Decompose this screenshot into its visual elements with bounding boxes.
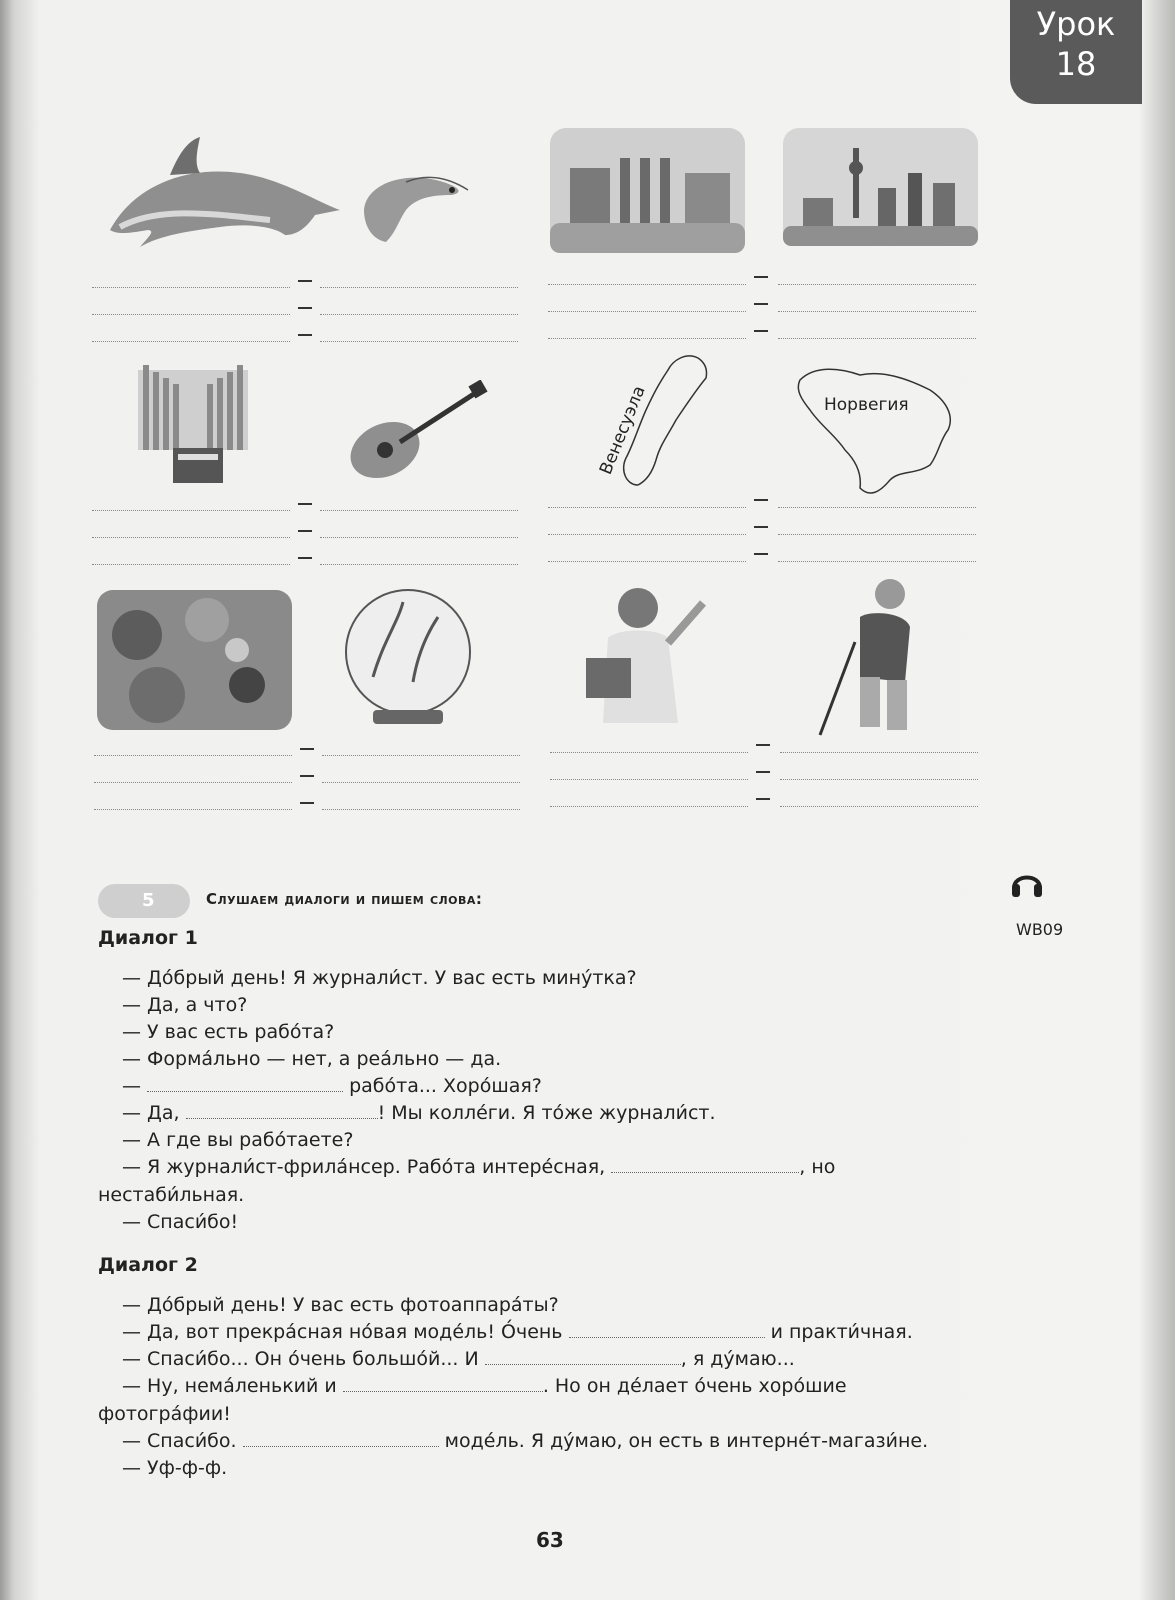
lesson-number: 18: [1055, 45, 1097, 83]
dialog2-line2-end: и практи́чная.: [770, 1321, 913, 1343]
dialog1-line6: [122, 1102, 716, 1124]
dialog2-line6-start: — Спаси́бо.: [122, 1430, 237, 1452]
dialog2-blank3[interactable]: [343, 1377, 543, 1392]
dialog2-line6: [122, 1430, 928, 1452]
shrimp-image: [356, 170, 474, 248]
teacher-woman-image: [578, 578, 713, 723]
audio-track-code: WB09: [1016, 920, 1064, 939]
elderly-man-cane-image: [815, 572, 925, 737]
aquarium-image: [343, 582, 473, 732]
headphones-icon[interactable]: [1010, 866, 1044, 898]
diver-reef-photo: [97, 590, 292, 730]
dialog1-line9: нестаби́льная.: [98, 1184, 245, 1206]
dialog1-line5-end: рабо́та... Хоро́шая?: [349, 1075, 542, 1097]
dialog1-line5-start: —: [122, 1075, 141, 1097]
ancient-ruins-photo: [550, 128, 745, 253]
map-label-norway: Норвегия: [824, 395, 909, 415]
dialog1-line2: — Да, а что?: [122, 994, 248, 1016]
dialog2-line4-start: — Ну, нема́ленький и: [122, 1375, 337, 1397]
dialog2-line1: — До́брый день! У вас есть фотоаппара́ты?: [122, 1294, 559, 1316]
dialog1-line7: — А где вы рабо́таете?: [122, 1129, 354, 1151]
dialog1-line3: — У вас есть рабо́та?: [122, 1021, 335, 1043]
dialog2-line3-end: , я ду́маю...: [680, 1348, 795, 1370]
page-edge: [1139, 0, 1175, 1600]
dialog2-line3-start: — Спаси́бо... Он о́чень большо́й... И: [122, 1348, 479, 1370]
dialog1-title: Диалог 1: [98, 927, 198, 949]
dialog2-line4: [122, 1375, 847, 1397]
dialog2-line6-end: моде́ль. Я ду́маю, он есть в интерне́т-магази́не.: [444, 1430, 929, 1452]
dialog2-blank4[interactable]: [243, 1432, 439, 1447]
dialog2-title: Диалог 2: [98, 1254, 198, 1276]
dialog1-blank1[interactable]: [147, 1077, 343, 1092]
dialog2-line2-start: — Да, вот прекра́сная но́вая моде́ль! О́чень: [122, 1321, 563, 1343]
dialog1-blank2[interactable]: [186, 1104, 378, 1119]
dialog1-line6-end: ! Мы колле́ги. Я то́же журнали́ст.: [377, 1102, 716, 1124]
dialog1-line10: — Спаси́бо!: [122, 1211, 239, 1233]
dialog1-line8-end: , но: [799, 1156, 836, 1178]
dialog1-line6-start: — Да,: [122, 1102, 180, 1124]
dialog1-line5: [122, 1075, 542, 1097]
dialog1-line1: — До́брый день! Я журнали́ст. У вас есть мину́тка?: [122, 967, 637, 989]
map-label-venezuela: Венесуэла: [596, 383, 650, 478]
dialog2-blank1[interactable]: [569, 1323, 765, 1338]
dialog2-line7: — Уф-ф-ф.: [122, 1457, 228, 1479]
dialog1-line8: [122, 1156, 835, 1178]
dialog2-blank2[interactable]: [485, 1350, 681, 1365]
dialog1-blank3[interactable]: [611, 1158, 799, 1173]
exercise-number-badge: 5: [98, 884, 190, 918]
guitar-image: [345, 380, 490, 488]
exercise-title: Слушаем диалоги и пишем слова:: [206, 890, 483, 908]
venezuela-map-outline: [790, 360, 960, 500]
dialog2-line4-end: . Но он де́лает о́чень хоро́шие: [542, 1375, 847, 1397]
pipe-organ-image: [133, 360, 253, 488]
dialog1-line4: — Форма́льно — нет, а реа́льно — да.: [122, 1048, 502, 1070]
dolphin-image: [100, 135, 345, 255]
city-skyline-photo: [783, 128, 978, 246]
dialog2-line5: фотогра́фии!: [98, 1403, 231, 1425]
dialog2-line2: [122, 1321, 913, 1343]
dialog1-line8-start: — Я журнали́ст-фрила́нсер. Рабо́та интере́сная,: [122, 1156, 606, 1178]
lesson-word: Урок: [1036, 5, 1116, 43]
lesson-tab: [1010, 0, 1142, 104]
page-number: 63: [536, 1528, 564, 1552]
dialog2-line3: [122, 1348, 795, 1370]
